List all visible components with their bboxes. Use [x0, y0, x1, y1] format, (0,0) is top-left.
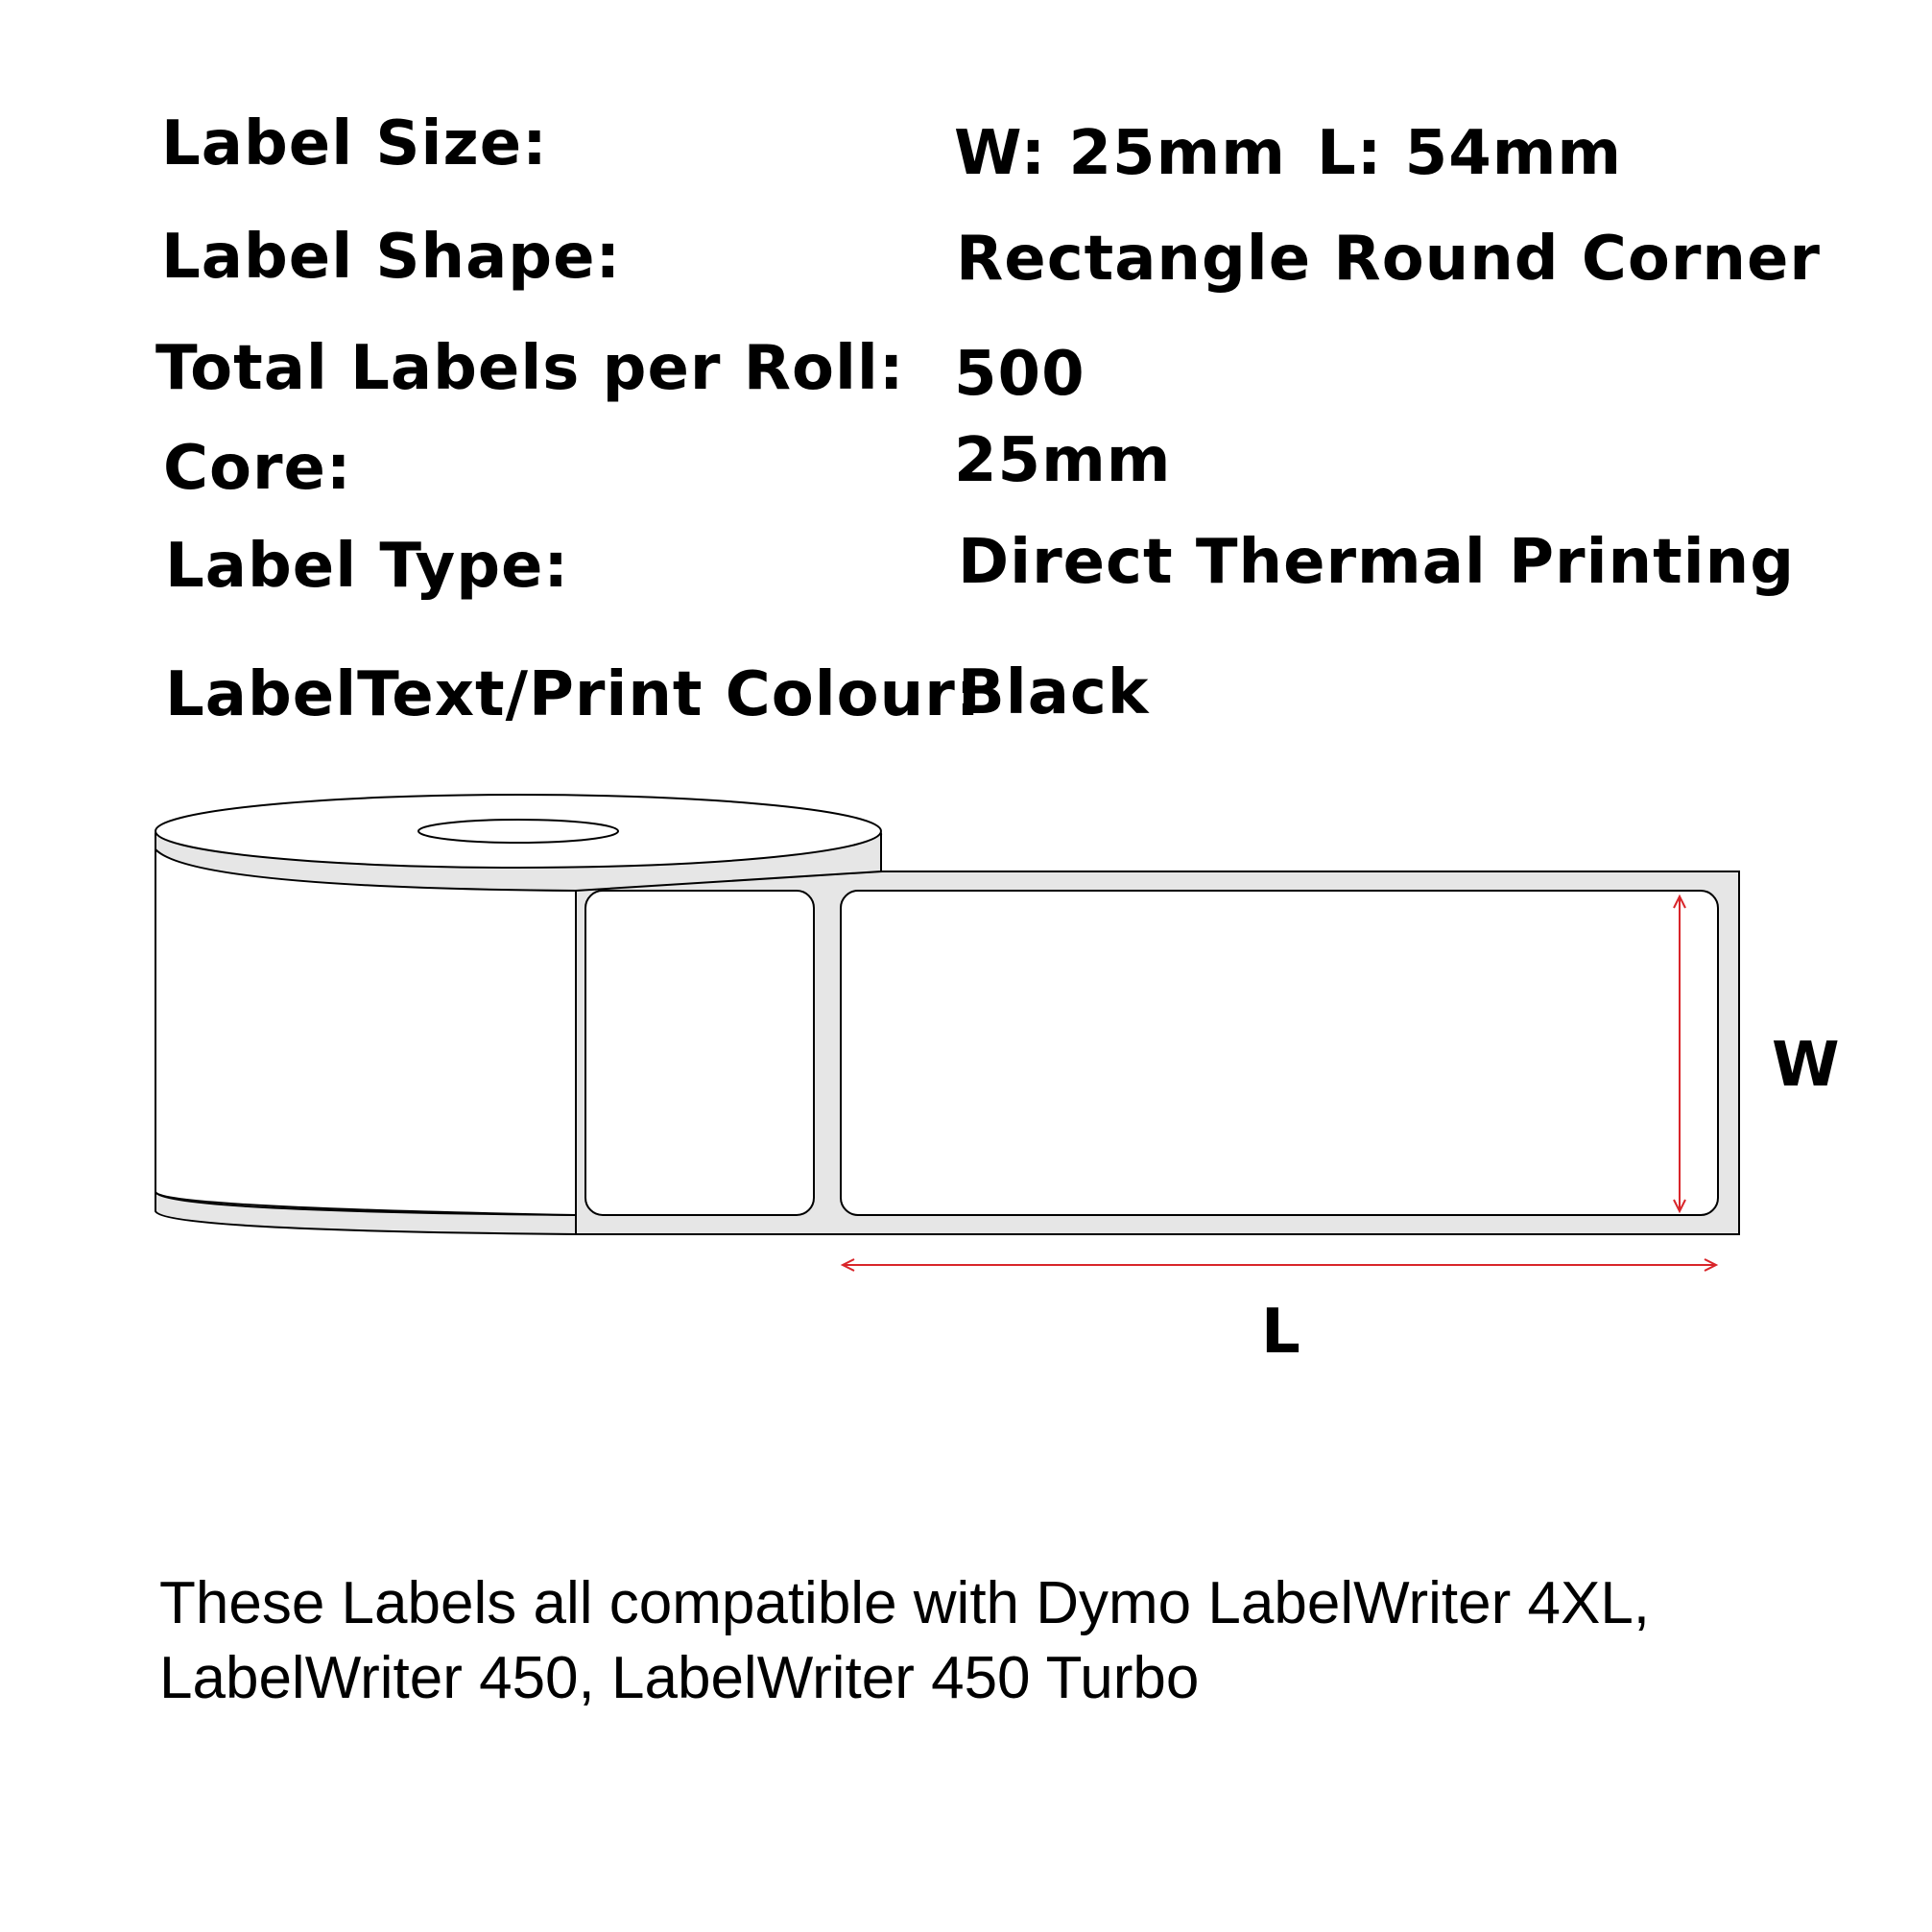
label-on-roll [585, 891, 814, 1215]
width-marker: W [1772, 1030, 1840, 1101]
spec-value-type: Direct Thermal Printing [958, 527, 1795, 598]
spec-label-size: Label Size: [161, 108, 548, 179]
spec-label-core: Core: [163, 433, 352, 504]
spec-value-shape: Rectangle Round Corner [956, 224, 1821, 295]
compatibility-note [159, 1566, 1887, 1716]
spec-label-colour: LabelText/Print Colour: [165, 659, 982, 730]
compatibility-line-1: These Labels all compatible with Dymo LabelWriter 4XL, [159, 1570, 1651, 1636]
compatibility-line-2: LabelWriter 450, LabelWriter 450 Turbo [159, 1645, 1200, 1711]
spec-value-core: 25mm [954, 425, 1172, 496]
roll-core [418, 820, 618, 843]
spec-label-total: Total Labels per Roll: [155, 333, 905, 404]
spec-value-width: W: 25mm [954, 118, 1286, 189]
length-marker: L [1261, 1297, 1300, 1368]
spec-label-shape: Label Shape: [161, 222, 622, 293]
spec-value-colour: Black [958, 657, 1150, 728]
label-unrolled [841, 891, 1718, 1215]
spec-value-length: L: 54mm [1317, 118, 1623, 189]
spec-value-total: 500 [954, 339, 1085, 410]
spec-label-type: Label Type: [165, 531, 569, 602]
